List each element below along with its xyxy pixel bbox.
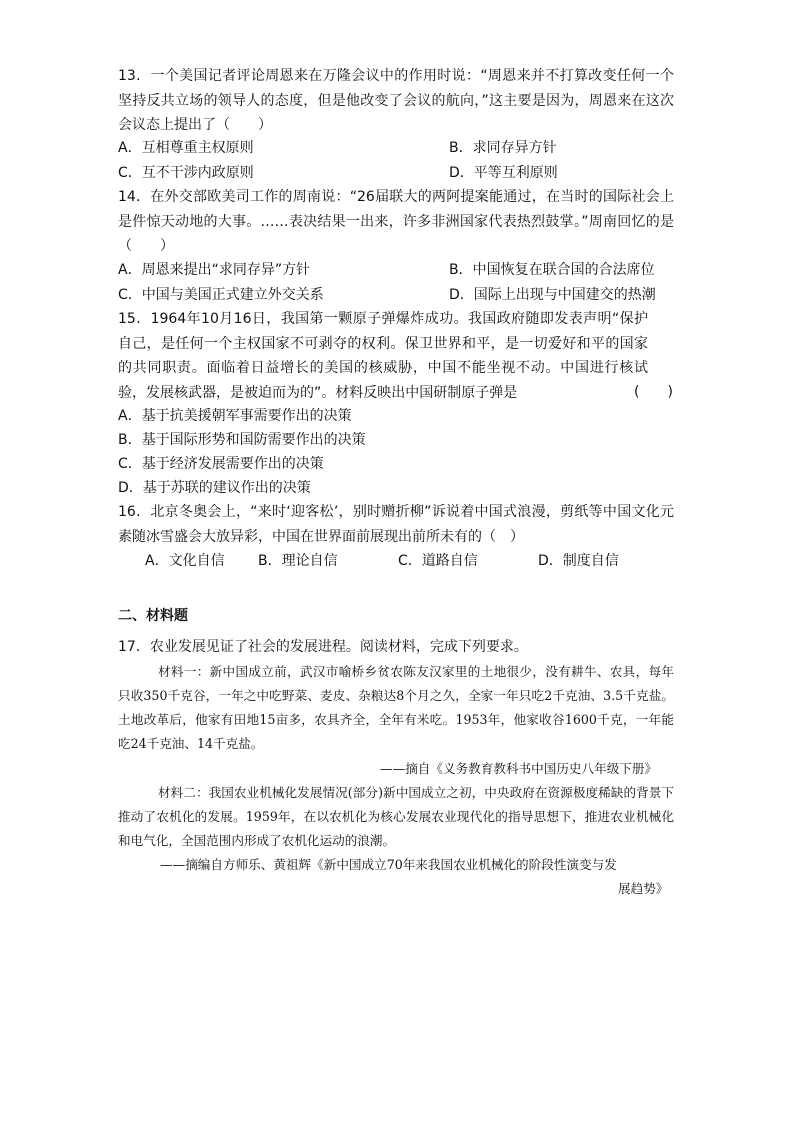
material-two-source: ——摘编自方师乐、黄祖辉《新中国成立70年来我国农业机械化的阶段性演变与发: [160, 857, 617, 872]
q15-option-a: A．基于抗美援朝军事需要作出的决策: [118, 408, 352, 424]
q16-option-d: D．制度自信: [538, 553, 619, 569]
q15-answer-paren: ( ): [634, 384, 673, 400]
q14-option-a: A．周恩来提出“求同存异”方针: [118, 262, 311, 278]
q15-option-c: C．基于经济发展需要作出的决策: [118, 456, 324, 472]
q16-option-c: C．道路自信: [398, 553, 478, 569]
q13-option-b: B．求同存异方针: [449, 140, 557, 156]
q13-option-a: A．互相尊重主权原则: [118, 140, 254, 156]
material-one-source: ——摘自《义务教育教科书中国历史八年级下册》: [380, 761, 658, 776]
q15-option-b: B．基于国际形势和国防需要作出的决策: [118, 432, 366, 448]
q16-option-a: A．文化自信: [145, 553, 225, 569]
question-14-stem: 14．在外交部欧美司工作的周南说：“26届联大的两阿提案能通过，在当时的国际社会上是件惊天动地的大事。……表决结果一出来，许多非洲国家代表热烈鼓掌。”周南回忆的是（ ）: [118, 189, 674, 254]
question-16-stem: 16．北京冬奥会上，“来时‘迎客松’，别时赠折柳”诉说着中国式浪漫，剪纸等中国文化元素随冰雪盛会大放异彩，中国在世界面前展现出前所未有的（ ）: [118, 504, 674, 545]
q15-option-d: D．基于苏联的建议作出的决策: [118, 480, 311, 496]
q13-option-d: D．平等互利原则: [449, 165, 558, 181]
question-15-stem: 15．1964年10月16日，我国第一颗原子弹爆炸成功。我国政府随即发表声明“保护自己，是任何一个主权国家不可剥夺的权利。保卫世界和平，是一切爱好和平的国家的共同职责。面临着日益增长的美国的核威胁，中国不能坐视不动。中国进行核试验，发展核武器，是被迫而为的”。材料反映出中国研制原子弹是: [118, 311, 648, 401]
question-17-stem: 17．农业发展见证了社会的发展进程。阅读材料，完成下列要求。: [118, 639, 528, 655]
material-one: 材料一：新中国成立前，武汉市喻桥乡贫农陈友汉家里的土地很少，没有耕牛、农具，每年只收350千克谷，一年之中吃野菜、麦皮、杂粮达8个月之久，全家一年只吃2千克油、3.5千克盐。土地改革后，他家有田地15亩多，农具齐全，全年有米吃。1953年，他家收谷1600千克，一年能吃24千克油、14千克盐。: [118, 664, 674, 751]
q14-option-b: B．中国恢复在联合国的合法席位: [449, 262, 655, 278]
q13-option-c: C．互不干涉内政原则: [118, 165, 254, 181]
material-two: 材料二：我国农业机械化发展情况(部分)新中国成立之初，中央政府在资源极度稀缺的背景下推动了农机化的发展。1959年，在以农机化为核心发展农业现代化的指导思想下，推进农业机械化和电气化，全国范围内形成了农机化运动的浪潮。: [118, 785, 674, 848]
q16-option-b: B．理论自信: [258, 553, 338, 569]
q14-option-d: D．国际上出现与中国建交的热潮: [449, 287, 656, 303]
question-13-stem: 13．一个美国记者评论周恩来在万隆会议中的作用时说：“周恩来并不打算改变任何一个坚持反共立场的领导人的态度，但是他改变了会议的航向，”这主要是因为，周恩来在这次会议态上提出了（ ）: [118, 68, 674, 133]
section-heading: 二、材料题: [118, 608, 188, 624]
q14-option-c: C．中国与美国正式建立外交关系: [118, 287, 324, 303]
material-two-source-cont: 展趋势》: [618, 881, 669, 896]
